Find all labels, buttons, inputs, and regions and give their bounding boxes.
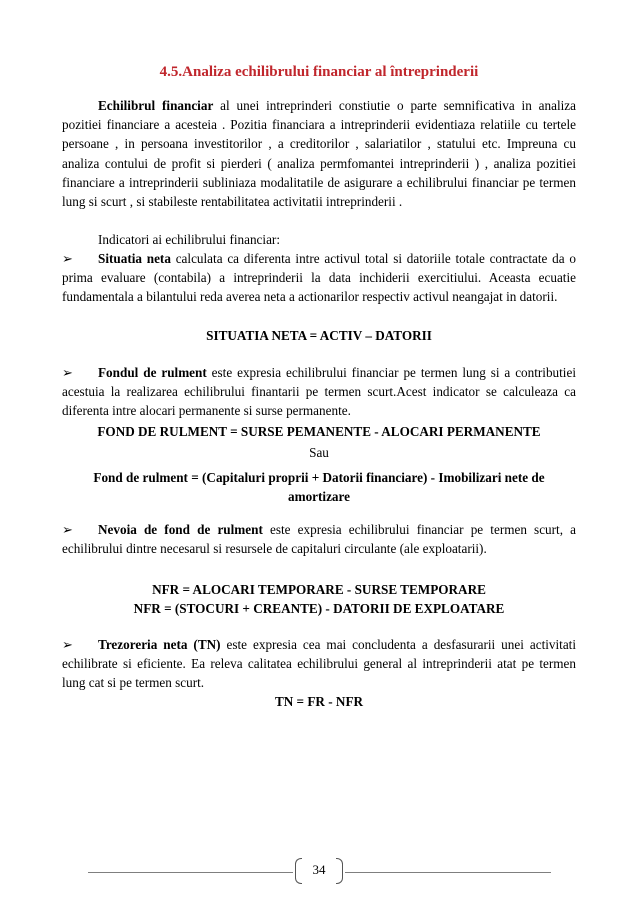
situatia-neta-term: Situatia neta [98, 251, 171, 266]
tn-term: Trezoreria neta (TN) [98, 637, 221, 652]
fond-rulment-paragraph [62, 363, 576, 421]
bullet-arrow-icon: ➢ [62, 251, 74, 266]
bullet-arrow-icon: ➢ [62, 637, 74, 652]
situatia-neta-paragraph [62, 249, 576, 307]
fond-rulment-text: este expresia echilibrului financiar pe termen lung si a contributiei acestuia la realizarea echilibrului finantarii pe termen scurt.Acest indicator se calculeaza ca diferenta intre alocari permanente si surse permanente. [62, 365, 576, 419]
fond-rulment-term: Fondul de rulment [98, 365, 207, 380]
tn-formula: TN = FR - NFR [274, 694, 364, 709]
bullet-arrow-icon: ➢ [62, 365, 74, 380]
tn-text: este expresia cea mai concludenta a desfasurarii unei activitati echilibrate si eficiente. Ea releva calitatea echilibrului general al intreprinderii atat pe termen lung cat si pe termen scurt. [62, 637, 576, 691]
section-title: 4.5.Analiza echilibrului financiar al întreprinderii [159, 64, 479, 80]
fond-rulment-formula-alt-line2: amortizare [288, 489, 350, 504]
intro-text: al unei intreprinderi constiutie o parte semnificativa in analiza pozitiei financiare a acesteia . Pozitia financiara a intreprinderii evidentiaza relatiile cu tertele persoane , in persoana investitorilor , a creditorilor , salariatilor , statului etc. Impreuna cu analiza contului de profit si pierderi ( analiza permfomantei intreprinderii ) , analiza pozitiei financiare a intreprinderii subliniaza modalitatile de asigurare a echilibrului financiar pe termen lung si scurt , si stabileste rentabilitatea activitatii intreprinderii . [62, 98, 576, 210]
fond-rulment-formula-alt-line1: Fond de rulment = (Capitaluri proprii + Datorii financiare) - Imobilizari nete de [93, 470, 545, 485]
situatia-neta-text: calculata ca diferenta intre activul total si datoriile totale contractate da o prima evaluare (contabila) a intreprinderii la data inchiderii exercitiului. Aceasta ecuatie fundamentala a bilantului reda averea neta a actionarilor respectiv activul neangajat in datorii. [62, 251, 576, 305]
nfr-text: este expresia echilibrului financiar pe termen scurt, a echilibrului dintre necesarul si resursele de capitaluri circulante (ale exploatarii). [62, 522, 576, 557]
nfr-formula-alt: NFR = (STOCURI + CREANTE) - DATORII DE EXPLOATARE [133, 601, 505, 616]
fond-rulment-formula: FOND DE RULMENT = SURSE PEMANENTE - ALOCARI PERMANENTE [97, 424, 541, 439]
nfr-paragraph [62, 520, 576, 558]
indicators-heading: Indicatori ai echilibrului financiar: [98, 232, 280, 247]
footer-rule-left [88, 872, 293, 873]
intro-paragraph [62, 96, 576, 211]
intro-term: Echilibrul financiar [98, 98, 214, 113]
tn-paragraph [62, 635, 576, 693]
nfr-term: Nevoia de fond de rulment [98, 522, 263, 537]
footer-rule-right [345, 872, 551, 873]
situatia-neta-formula: SITUATIA NETA = ACTIV – DATORII [206, 328, 432, 343]
or-separator: Sau [309, 445, 329, 460]
bullet-arrow-icon: ➢ [62, 522, 74, 537]
page-number: 34 [312, 862, 326, 877]
nfr-formula: NFR = ALOCARI TEMPORARE - SURSE TEMPORARE [152, 582, 486, 597]
